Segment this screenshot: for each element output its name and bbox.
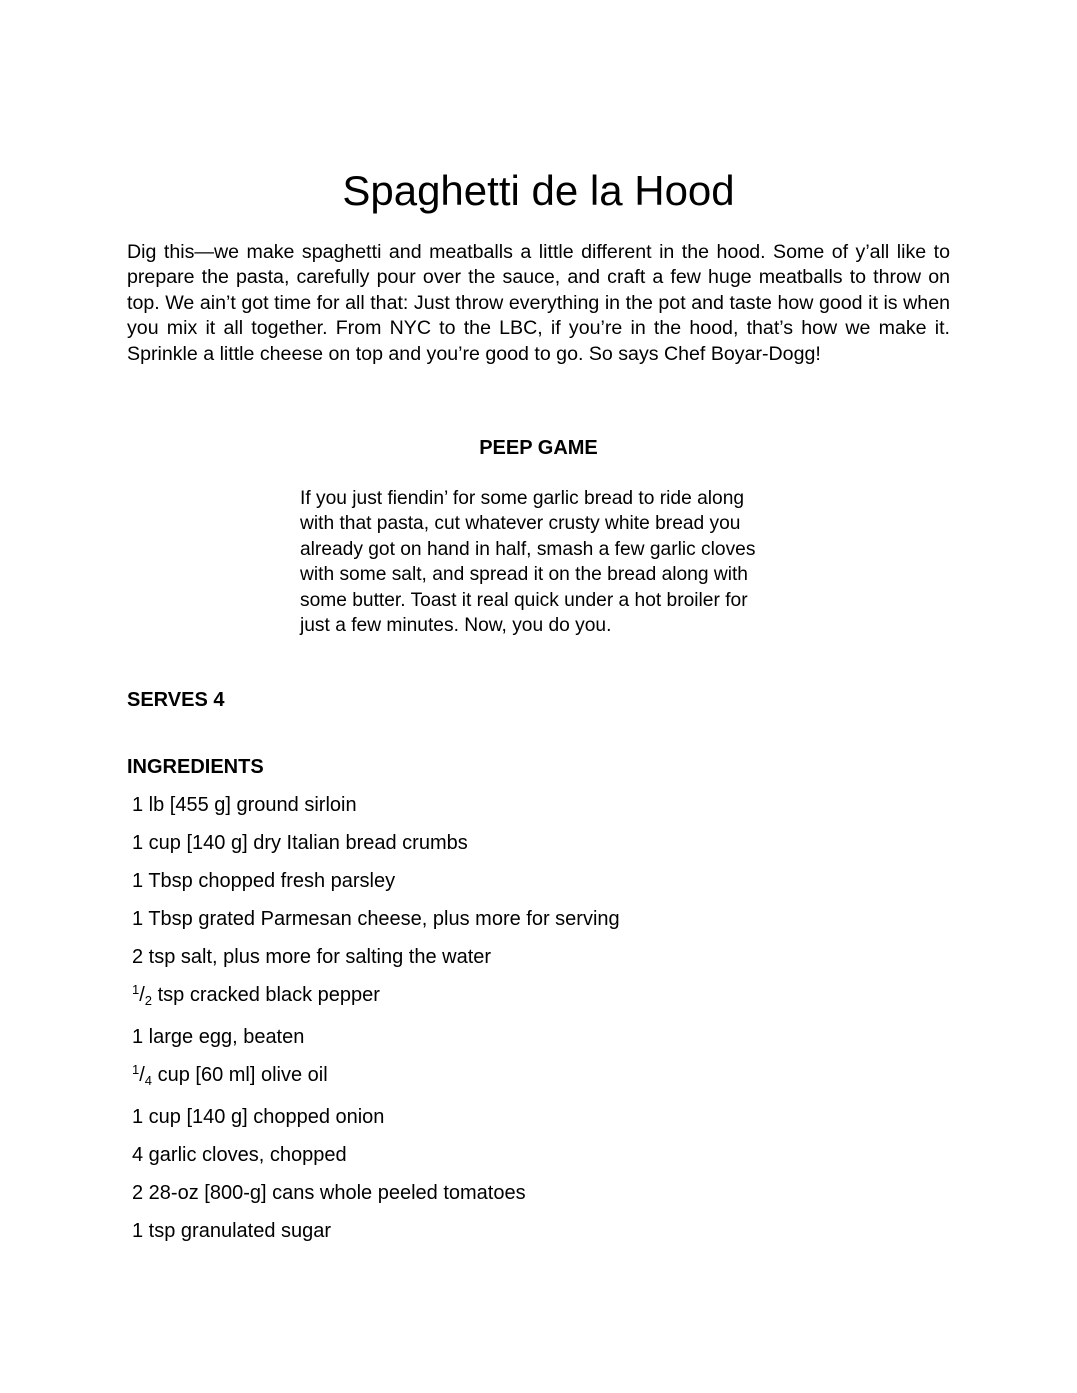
tip-body: If you just fiendin’ for some garlic bread to ride along with that pasta, cut whatever crusty white bread you already got on hand in half, smash a few garlic cloves with some salt, and spread it on the bread along with some butter. Toast it real quick under a hot broiler for just a few minutes. Now, you do you. <box>300 488 756 637</box>
ingredient-item: 1 large egg, beaten <box>132 1026 305 1048</box>
ingredient-item: 1 cup [140 g] dry Italian bread crumbs <box>132 832 468 854</box>
ingredient-item: 2 28-oz [800-g] cans whole peeled tomatoes <box>132 1182 526 1204</box>
ingredient-item: 4 garlic cloves, chopped <box>132 1144 347 1166</box>
ingredients-heading: INGREDIENTS <box>127 756 264 778</box>
recipe-title: Spaghetti de la Hood <box>342 167 735 214</box>
tip-heading: PEEP GAME <box>479 437 598 459</box>
ingredient-item: $^1/_4$ cup [60 ml] olive oil <box>132 1062 328 1088</box>
ingredient-text: cup [60 ml] olive oil <box>152 1064 328 1086</box>
ingredient-item: 1 Tbsp grated Parmesan cheese, plus more for serving <box>132 908 620 930</box>
fraction-numerator: 1 <box>132 982 140 997</box>
ingredient-item: 1 tsp granulated sugar <box>132 1220 332 1242</box>
ingredient-item: 1 cup [140 g] chopped onion <box>132 1106 385 1128</box>
serves-label: SERVES 4 <box>127 689 225 711</box>
ingredient-item: 2 tsp salt, plus more for salting the water <box>132 946 492 968</box>
intro-paragraph: Dig this—we make spaghetti and meatballs a little different in the hood. Some of y’all like to prepare the pasta, carefully pour over the sauce, and craft a few huge meatballs to throw on top. We ain’t got time for all that: Just throw everything in the pot and taste how good it is when you mix it all together. From NYC to the LBC, if you’re in the hood, that’s how we make it. Sprinkle a little cheese on top and you’re good to go. So says Chef Boyar-Dogg! <box>127 241 950 365</box>
fraction-denominator: 2 <box>144 993 153 1008</box>
fraction-denominator: 4 <box>144 1073 153 1088</box>
ingredient-list <box>132 792 620 1256</box>
fraction-numerator: 1 <box>132 1062 140 1077</box>
ingredient-item: 1 lb [455 g] ground sirloin <box>132 794 357 816</box>
ingredient-item: 1 Tbsp chopped fresh parsley <box>132 870 396 892</box>
ingredient-text: tsp cracked black pepper <box>152 984 380 1006</box>
ingredient-item: $^1/_2$ tsp cracked black pepper <box>132 982 380 1008</box>
